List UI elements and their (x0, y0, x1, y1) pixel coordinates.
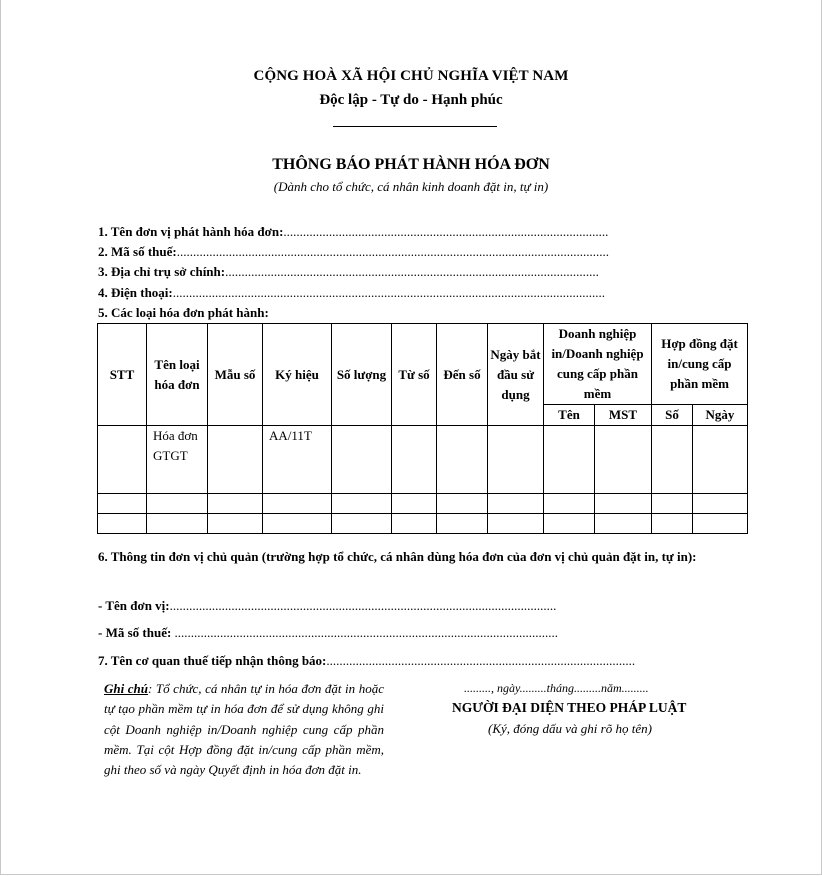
table-cell[interactable] (693, 514, 748, 534)
table-cell[interactable] (98, 494, 147, 514)
table-cell[interactable] (652, 514, 693, 534)
col-header-start-date: Ngày bắt đầu sử dụng (488, 324, 544, 426)
note-text: : Tổ chức, cá nhân tự in hóa đơn đặt in hoặc tự tạo phần mềm tự in hóa đơn để sử dụng không ghi cột Doanh nghiệp in/Doanh nghiệp cung cấp phần mềm. Tại cột Hợp đồng đặt in/cung cấp phần mềm, ghi theo số và ngày Quyết định in hóa đơn đặt in. (104, 681, 384, 778)
col-header-symbol: Ký hiệu (263, 324, 332, 426)
table-cell[interactable] (595, 494, 652, 514)
field-phone-blank[interactable]: ..................................................................................................................................... (172, 285, 605, 300)
table-cell[interactable] (437, 494, 488, 514)
col-header-contract: Hợp đồng đặt in/cung cấp phần mềm (652, 324, 748, 405)
field-tax-authority-label: 7. Tên cơ quan thuế tiếp nhận thông báo: (98, 653, 327, 668)
field-address-label: 3. Địa chỉ trụ sở chính: (98, 264, 226, 279)
header-divider (333, 126, 497, 127)
field-parent-tax-code (98, 625, 558, 641)
field-tax-code (98, 244, 609, 260)
table-cell-invoice-type[interactable]: Hóa đơn GTGT (147, 426, 208, 494)
table-cell[interactable] (147, 514, 208, 534)
table-cell[interactable] (652, 494, 693, 514)
col-header-contract-number: Số (652, 405, 693, 426)
col-header-quantity: Số lượng (332, 324, 392, 426)
legal-representative-title: NGƯỜI ĐẠI DIỆN THEO PHÁP LUẬT (452, 700, 687, 715)
col-header-form-number: Mẫu số (208, 324, 263, 426)
table-cell[interactable] (652, 426, 693, 494)
table-cell[interactable] (208, 426, 263, 494)
table-cell[interactable] (332, 494, 392, 514)
field-parent-tax-code-blank[interactable]: ...................................................................................................................... (174, 625, 559, 640)
field-issuer-name-blank[interactable]: .................................................................................................... (283, 224, 609, 239)
col-header-company-tax-code: MST (595, 405, 652, 426)
table-cell[interactable] (488, 426, 544, 494)
col-header-contract-date: Ngày (693, 405, 748, 426)
table-cell[interactable] (437, 426, 488, 494)
col-header-stt: STT (98, 324, 147, 426)
table-cell[interactable] (544, 514, 595, 534)
table-cell[interactable] (693, 494, 748, 514)
national-motto: Độc lập - Tự do - Hạnh phúc (319, 92, 503, 108)
field-issuer-name-label: 1. Tên đơn vị phát hành hóa đơn: (98, 224, 284, 239)
field-parent-unit-name-blank[interactable]: ....................................................................................................................... (169, 598, 557, 613)
table-cell[interactable] (693, 426, 748, 494)
table-cell[interactable] (488, 494, 544, 514)
table-cell[interactable] (392, 494, 437, 514)
field-tax-code-blank[interactable]: ..................................................................................................................................... (176, 244, 609, 259)
table-cell[interactable] (595, 426, 652, 494)
national-title: CỘNG HOÀ XÃ HỘI CHỦ NGHĨA VIỆT NAM (253, 68, 569, 84)
table-cell[interactable] (208, 514, 263, 534)
col-header-from-number: Từ số (392, 324, 437, 426)
table-cell[interactable] (595, 514, 652, 534)
field-invoice-types (98, 305, 269, 321)
table-cell[interactable] (263, 494, 332, 514)
table-row (98, 494, 748, 514)
col-header-invoice-type: Tên loại hóa đơn (147, 324, 208, 426)
field-parent-unit-name (98, 598, 556, 614)
field-invoice-types-label: 5. Các loại hóa đơn phát hành: (98, 305, 269, 320)
table-cell[interactable] (147, 494, 208, 514)
document-subtitle: (Dành cho tổ chức, cá nhân kinh doanh đặt in, tự in) (273, 179, 549, 194)
col-header-to-number: Đến số (437, 324, 488, 426)
table-cell[interactable] (332, 426, 392, 494)
col-header-printing-company: Doanh nghiệp in/Doanh nghiệp cung cấp phần mềm (544, 324, 652, 405)
table-cell[interactable] (488, 514, 544, 534)
table-cell[interactable] (98, 514, 147, 534)
table-cell[interactable] (263, 514, 332, 534)
table-row (98, 514, 748, 534)
table-cell[interactable] (392, 426, 437, 494)
field-phone (98, 285, 605, 301)
table-cell[interactable] (332, 514, 392, 534)
table-cell[interactable] (98, 426, 147, 494)
field-tax-authority (98, 653, 635, 669)
signature-instruction: (Ký, đóng dấu và ghi rõ họ tên) (488, 721, 652, 736)
table-cell-symbol[interactable]: AA/11T (263, 426, 332, 494)
document-title: THÔNG BÁO PHÁT HÀNH HÓA ĐƠN (272, 156, 550, 173)
signature-date-line[interactable]: ........., ngày.........tháng.........năm......... (464, 681, 649, 695)
field-tax-code-label: 2. Mã số thuế: (98, 244, 177, 259)
table-cell[interactable] (208, 494, 263, 514)
invoice-table (97, 323, 748, 534)
field-issuer-name (98, 224, 608, 240)
note-label: Ghi chú (104, 681, 149, 696)
field-phone-label: 4. Điện thoại: (98, 285, 173, 300)
field-parent-tax-code-label: - Mã số thuế: (98, 625, 175, 640)
field-address-blank[interactable]: ................................................................................................................... (225, 264, 599, 279)
table-cell[interactable] (392, 514, 437, 534)
field-parent-unit-name-label: - Tên đơn vị: (98, 598, 170, 613)
table-cell[interactable] (544, 494, 595, 514)
table-row (98, 426, 748, 494)
field-address (98, 264, 599, 280)
field-tax-authority-blank[interactable]: ............................................................................................... (326, 653, 636, 668)
section-parent-unit: 6. Thông tin đơn vị chủ quản (trường hợp tổ chức, cá nhân dùng hóa đơn của đơn vị chủ quản đặt in, tự in): (98, 549, 697, 564)
table-cell[interactable] (437, 514, 488, 534)
note-block (104, 679, 384, 780)
col-header-company-name: Tên (544, 405, 595, 426)
table-cell[interactable] (544, 426, 595, 494)
